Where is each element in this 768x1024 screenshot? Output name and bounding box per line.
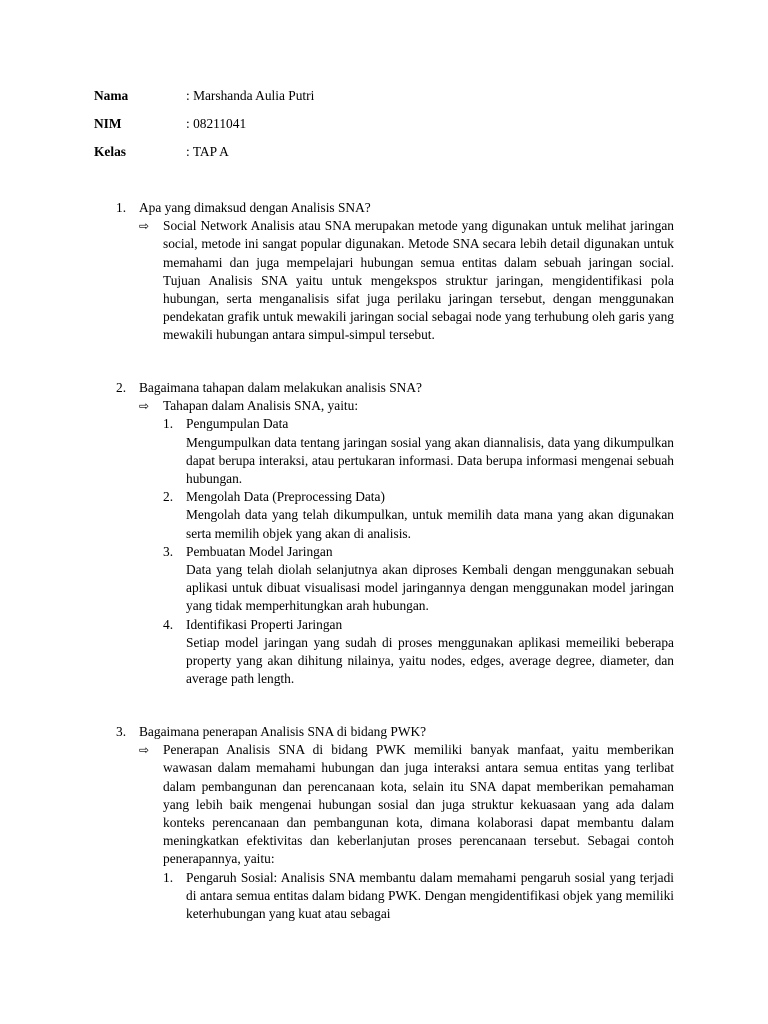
question-text: Bagaimana penerapan Analisis SNA di bidang PWK? (139, 724, 427, 739)
step-number: 1. (163, 869, 174, 885)
step-description: Mengumpulkan data tentang jaringan sosial yang akan diannalisis, data yang dikumpulkan dapat berupa interaksi, atau pertukaran informasi. Data berupa informasi mengenai sebuah hubungan. (186, 434, 674, 487)
step-description: Pengaruh Sosial: Analisis SNA membantu dalam memahami pengaruh sosial yang terjadi di antara semua entitas dalam bidang PWK. Dengan mengidentifikasi objek yang memiliki keterhubungan yang kuat atau sebagai (186, 869, 674, 922)
answer-text: Tahapan dalam Analisis SNA, yaitu: (163, 398, 359, 414)
step-title: Pembuatan Model Jaringan (186, 543, 333, 559)
question-1 (116, 199, 674, 345)
list-item (163, 415, 674, 488)
step-description: Setiap model jaringan yang sudah di proses menggunakan aplikasi memeiliki beberapa property yang akan dihitung nilainya, yaitu nodes, edges, average degree, diameter, dan average path length. (186, 634, 674, 687)
step-description: Data yang telah diolah selanjutnya akan diproses Kembali dengan menggunakan sebuah aplikasi untuk dibuat visualisasi model jaringannya dengan menggunakan model jaringan yang tidak memperhitungkan arah hubungan. (186, 562, 674, 614)
info-value: : TAP A (186, 144, 229, 159)
arrow-right-icon: ⇨ (139, 219, 150, 234)
info-label: Nama (94, 88, 129, 103)
answer-text: Social Network Analisis atau SNA merupakan metode yang digunakan untuk melihat jaringan social, metode ini sangat popular digunakan. Metode SNA secara lebih detail digunakan untuk memahami dan juga mempelajari hubungan semua entitas dalam sebuah jaringan social. Tujuan Analisis SNA yaitu untuk mengekspos struktur jaringan, mengidentifikasi pola hubungan, serta menganalisis sifat juga perilaku jaringan tersebut, dengan menggunakan pendekatan grafik untuk mewakili jaringan social sebagai node yang terhubung oleh garis yang mewakili hubungan antara simpul-simpul tersebut. (163, 218, 674, 343)
step-number: 4. (163, 616, 174, 632)
info-label: NIM (94, 116, 122, 131)
question-number: 1. (116, 200, 127, 215)
question-number: 2. (116, 380, 127, 395)
question-number: 3. (116, 724, 127, 739)
arrow-right-icon: ⇨ (139, 743, 150, 758)
step-list (163, 869, 674, 924)
list-item (163, 869, 674, 924)
step-title: Mengolah Data (Preprocessing Data) (186, 489, 385, 505)
step-number: 3. (163, 543, 174, 559)
info-row-nim (94, 115, 314, 143)
answer-text: Penerapan Analisis SNA di bidang PWK memiliki banyak manfaat, yaitu memberikan wawasan dalam memahami hubungan dan juga interaksi antara semua entitas yang terlibat dalam pembangunan dan perencanaan kota, selain itu SNA dapat memberikan pemahaman yang lebih baik mengenai hubungan sosial dan juga struktur kekuasaan yang ada dalam konteks perencanaan dan pembangunan kota, dimana kolaborasi dapat membantu dalam meningkatkan efektivitas dan keberlanjutan proses perencanaan tersebut. Sebagai contoh penerapannya, yaitu: (163, 742, 674, 867)
list-item (163, 543, 674, 616)
step-title: Pengumpulan Data (186, 416, 289, 432)
step-number: 1. (163, 416, 174, 432)
info-value: : 08211041 (186, 116, 247, 131)
step-list (163, 415, 674, 688)
question-text: Bagaimana tahapan dalam melakukan analisis SNA? (139, 380, 422, 395)
step-description: Mengolah data yang telah dikumpulkan, untuk memilih data mana yang akan digunakan serta memilih objek yang akan di analisis. (186, 507, 674, 541)
list-item (163, 488, 674, 543)
question-2 (116, 379, 674, 688)
info-label: Kelas (94, 144, 126, 159)
arrow-right-icon: ⇨ (139, 399, 150, 414)
info-row-nama (94, 87, 314, 115)
question-3 (116, 723, 674, 923)
step-title: Identifikasi Properti Jaringan (186, 616, 343, 632)
info-row-kelas (94, 143, 314, 171)
step-number: 2. (163, 489, 174, 505)
info-value: : Marshanda Aulia Putri (186, 88, 315, 103)
list-item (163, 616, 674, 689)
question-text: Apa yang dimaksud dengan Analisis SNA? (139, 200, 371, 215)
student-info (94, 87, 314, 171)
